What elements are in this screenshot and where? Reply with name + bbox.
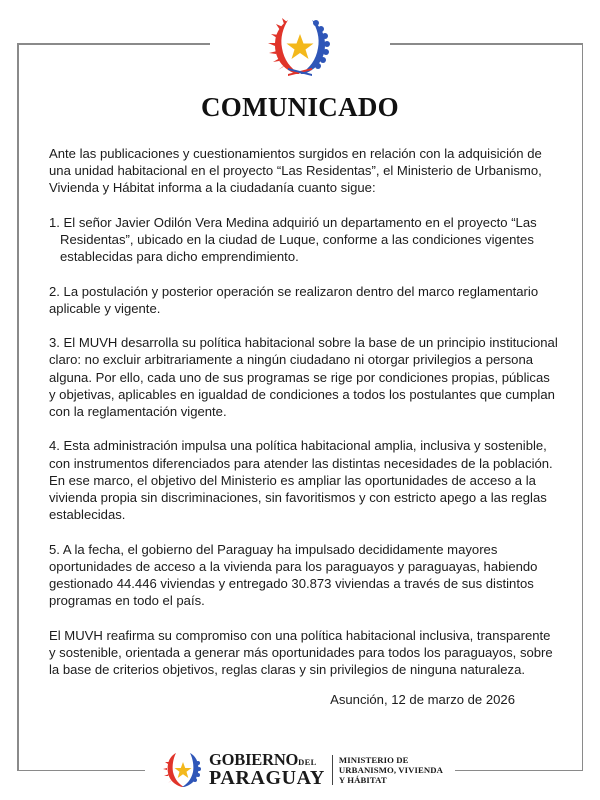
frame-left [17, 43, 19, 771]
frame-right [582, 43, 584, 771]
document-body [49, 145, 559, 695]
footer-divider [332, 755, 333, 785]
footer-logo [163, 750, 453, 790]
date-line: Asunción, 12 de marzo de 2026 [330, 692, 515, 707]
paraguay-emblem-small-icon [163, 750, 203, 790]
frame-bottom-left [17, 770, 145, 772]
point-1: 1. El señor Javier Odilón Vera Medina adquirió un departamento en el proyecto “Las Residentas”, ubicado en la ciudad de Luque, conforme a las condiciones vigentes establecidas para dicho emprendimiento. [49, 214, 537, 265]
frame-bottom-right [455, 770, 583, 772]
ministry-line-2: URBANISMO, VIVIENDA [338, 765, 443, 775]
ministry-wordmark [339, 755, 443, 785]
page-title: COMUNICADO [201, 92, 399, 122]
point-3: 3. El MUVH desarrolla su política habitacional sobre la base de un principio institucional claro: no excluir arbitrariamente a ningún ciudadano ni otorgar privilegios a persona alguna. Por ello, cada uno de sus programas se rige por condiciones propias, públicas y objetivas, aplicables en igualdad de condiciones a todos los postulantes que cumplan con la reglamentación vigente. [49, 335, 558, 419]
point-2: 2. La postulación y posterior operación se realizaron dentro del marco reglamentario aplicable y vigente. [49, 283, 539, 316]
point-5: 5. A la fecha, el gobierno del Paraguay ha impulsado decididamente mayores oportunidades de acceso a la vivienda para los paraguayos y paraguayas, habiendo gestionado 44.446 viviendas y entregado 30.873 viviendas a través de sus distintos programas en todo el país. [49, 541, 538, 609]
gobierno-wordmark [209, 749, 325, 790]
frame-top-left [17, 43, 210, 45]
ministry-line-3: Y HÁBITAT [338, 775, 387, 785]
frame-top-right [390, 43, 583, 45]
closing-paragraph: El MUVH reafirma su compromiso con una política habitacional inclusiva, transparente y sostenible, orientada a generar más oportunidades para todos los paraguayos, sobre la base de criterios objetivos, reglas claras y sin privilegios de ninguna naturaleza. [49, 627, 553, 677]
intro-paragraph: Ante las publicaciones y cuestionamientos surgidos en relación con la adquisición de una unidad habitacional en el proyecto “Las Residentas”, el Ministerio de Urbanismo, Vivienda y Hábitat informa a la ciudadanía cuanto sigue: [49, 146, 542, 196]
del-text: DEL [298, 756, 317, 767]
paraguay-text: PARAGUAY [209, 767, 325, 790]
paraguay-emblem-icon [266, 16, 334, 78]
point-4: 4. Esta administración impulsa una política habitacional amplia, inclusiva y sostenible, con instrumentos diferenciados para atender las distintas necesidades de la población. En ese marco, el objetivo del Ministerio es ampliar las oportunidades de acceso a la vivienda propia sin discriminaciones, sin favoritismos y con estricto apego a las reglas establecidas. [49, 438, 553, 523]
gobierno-text: GOBIERNO [209, 749, 299, 769]
ministry-line-1: MINISTERIO DE [338, 755, 409, 765]
